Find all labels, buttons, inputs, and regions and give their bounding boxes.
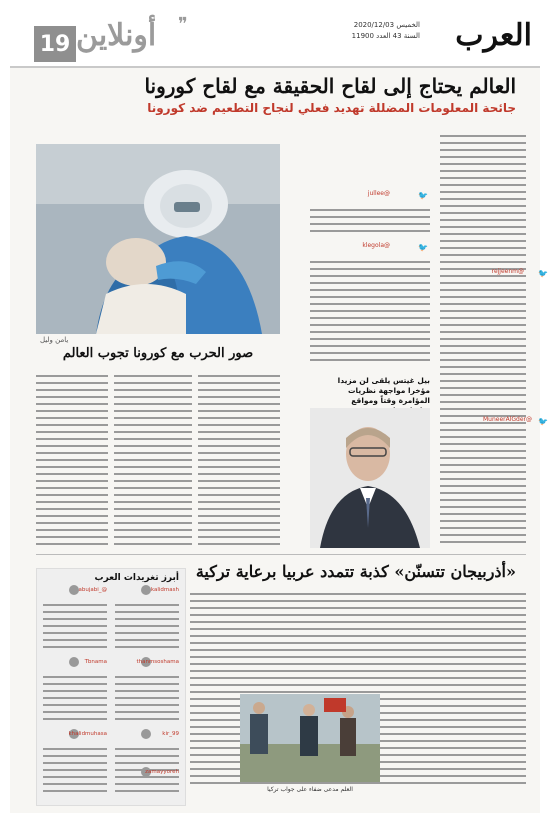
- quote-icon: ❞: [178, 14, 188, 35]
- newspaper-page: [10, 8, 548, 813]
- gates-caption-line: المؤامرة وقتاً ومواقع: [351, 396, 430, 405]
- issue-number: السنة 43 العدد 11900: [351, 32, 420, 40]
- tweet-handle: @klegola: [362, 242, 390, 249]
- tweet-handle: @rejjeenm: [491, 268, 524, 275]
- twitter-bird-icon: 🐦: [418, 243, 428, 252]
- masthead: [10, 8, 540, 68]
- top-tweets-title: أبرز تغريدات العرب: [94, 573, 179, 583]
- tweet-handle: khalidmuhasa: [68, 731, 107, 737]
- article-column-right: [440, 130, 526, 548]
- twitter-bird-icon: 🐦: [418, 191, 428, 200]
- tweet-handle: @MuneerAlGder: [482, 416, 532, 423]
- tweet-card: [115, 587, 179, 653]
- page-number: 19: [34, 26, 76, 62]
- main-subhead: جائحة المعلومات المضللة تهديد فعلي لنجاح التطعيم ضد كورونا: [147, 101, 516, 115]
- issue-info: [352, 20, 420, 42]
- photo-caption: صور الحرب مع كورونا تجوب العالم: [62, 346, 254, 361]
- tweet-handle: zamayyoreh: [145, 769, 179, 775]
- main-headline: العالم يحتاج إلى لقاح الحقيقة مع لقاح كورونا: [144, 74, 516, 98]
- tweet-card: [115, 659, 179, 725]
- issue-date: الخميس 2020/12/03: [353, 21, 420, 29]
- second-headline: «أذربيجان تتسنّن» كذبة تتمدد عربيا برعاية تركية: [195, 562, 516, 581]
- avatar: [141, 585, 151, 595]
- section-divider: [36, 554, 526, 555]
- article-column-3: [198, 370, 280, 550]
- newspaper-logo: العرب: [455, 18, 532, 53]
- twitter-bird-icon: 🐦: [538, 269, 548, 278]
- bill-gates-photo: [310, 408, 430, 548]
- tweet-card: [43, 731, 107, 797]
- tweet-handle: @_abujabi: [78, 587, 107, 593]
- avatar: [69, 657, 79, 667]
- tweet-handle: thanmsoshama: [136, 659, 179, 665]
- avatar: [141, 729, 151, 739]
- tweet-handle: kir_99: [162, 731, 179, 737]
- article-column-4: [286, 144, 306, 548]
- article-column-2: [114, 370, 192, 550]
- tweet-handle: Tbnama: [84, 659, 107, 665]
- tweet-handle: @jullee: [367, 190, 390, 197]
- tweet-card: [43, 587, 107, 653]
- gates-caption-line: بيل غيتس يلقى لن مزيدا: [337, 376, 430, 385]
- section-title: أونلاين: [76, 18, 157, 53]
- photo-credit: يامن وليل: [40, 336, 69, 344]
- tweet-card: [115, 769, 179, 803]
- tweet-card: [43, 659, 107, 725]
- nurse-hug-photo: [36, 144, 280, 334]
- article-column-1: [36, 370, 108, 550]
- twitter-bird-icon: 🐦: [538, 417, 548, 426]
- top-tweets-box: [36, 568, 186, 806]
- azerbaijan-photo: [240, 694, 380, 782]
- azerbaijan-caption: العلم مدعى ضفاء على جواب تركيا: [267, 786, 353, 793]
- gates-caption-line: مؤخرا مواجهة نظريات: [348, 386, 430, 395]
- tweet-handle: kalidmash: [150, 587, 179, 593]
